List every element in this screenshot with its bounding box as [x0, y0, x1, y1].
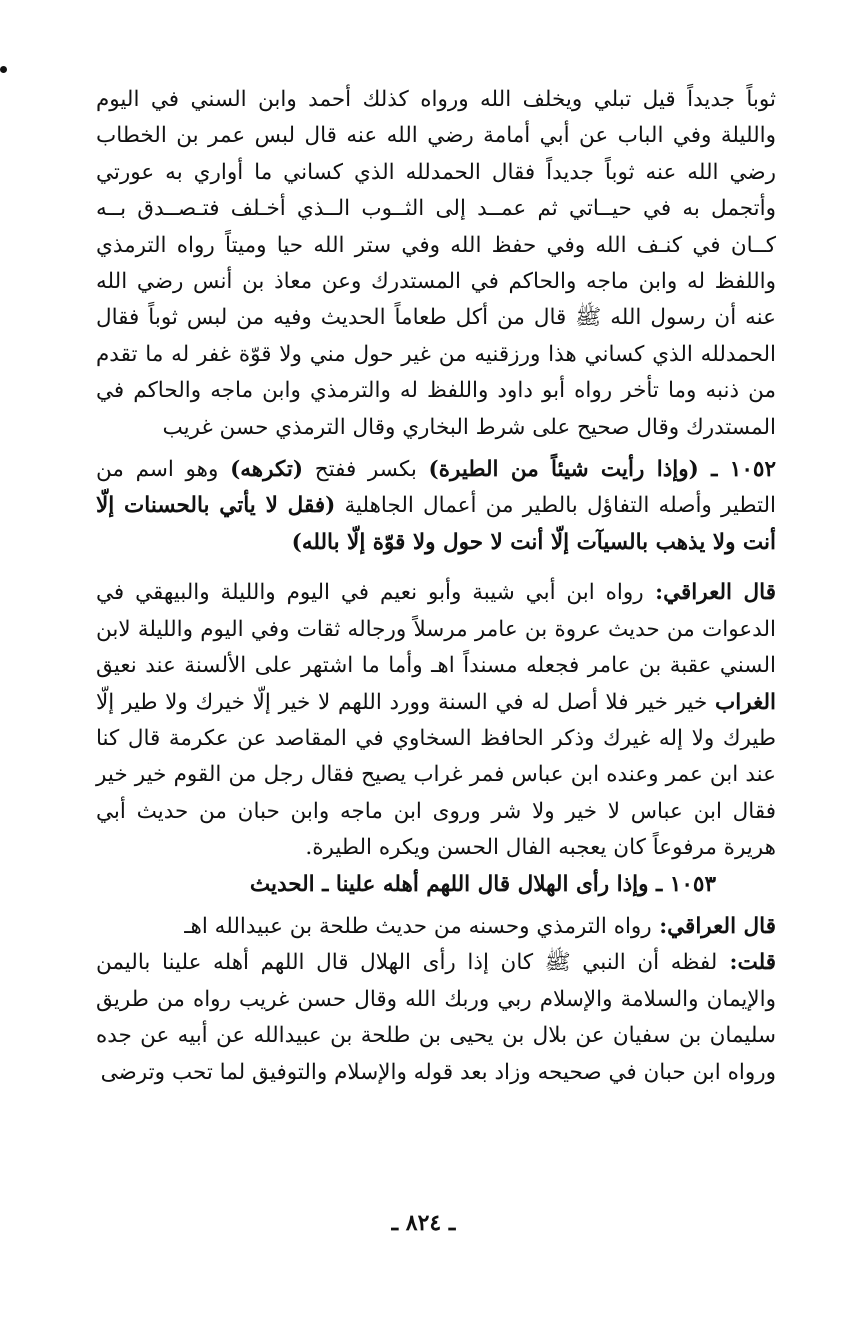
commentator-label: قال العراقي: [643, 580, 776, 606]
commentary-text: لفظه أن النبي ﷺ كان إذا رأى الهلال قال اللهم أهله علينا باليمن والإيمان والسلامة والإسلام ربي وربك الله وقال حسن غريب رواه من طريق سليمان بن سفيان عن بلال بن يحيى بن طلحة بن عبيدالله عن أبيه عن جده ورواه ابن حبان في صحيحه وزاد بعد قوله والإسلام والتوفيق لما تحب وترضى [96, 950, 776, 1085]
matn-phrase: (تكرهه) [230, 457, 304, 483]
commentary-text: وهو اسم من التطير وأصله التفاؤل بالطير من أعمال الجاهلية [96, 457, 776, 519]
margin-dot [0, 66, 7, 73]
note-label: قلت: [717, 950, 776, 976]
commentator-label: قال العراقي: [651, 913, 776, 939]
page-number: ـ ٨٢٤ ـ [391, 1210, 456, 1236]
matn-phrase: (وإذا رأيت شيئاً من الطيرة) [428, 457, 699, 483]
commentary-text: بكسر ففتح [303, 457, 429, 483]
matn-phrase: (فقل لا يأتي بالحسنات إلّا أنت ولا يذهب بالسيآت إلّا أنت لا حول ولا قوّة إلّا بالله) [96, 493, 776, 555]
hadith-entry-1052 [96, 452, 776, 561]
page-body [96, 82, 776, 1091]
commentary-text: خير خير فلا أصل له في السنة وورد اللهم لا خير إلّا خيرك ولا طير إلّا طيرك ولا إله غيرك وذكر الحافظ السخاوي في المقاصد عن عكرمة قال كنا عند ابن عمر وعنده ابن عباس فمر غراب يصيح فقال رجل من القوم خير خير فقال ابن عباس لا خير ولا شر وروى ابن ماجه وابن حبان من حديث أبي هريرة مرفوعاً كان يعجبه الفال الحسن ويكره الطيرة. [96, 689, 776, 861]
commentary-text: رواه الترمذي وحسنه من حديث طلحة بن عبيدالله اهـ [184, 913, 652, 939]
author-note [96, 945, 776, 1091]
paragraph-text: ثوباً جديداً قيل تبلي ويخلف الله ورواه كذلك أحمد وابن السني في اليوم والليلة وفي الباب عن أبي أمامة رضي الله عنه قال لبس عمر بن الخطاب رضي الله عنه ثوباً جديداً فقال الحمدلله الذي كساني ما أواري به عورتي وأتجمل به في حيــاتي ثم عمــد إلى الثــوب الــذي أخـلف فتـصــدق بــه كــان في كنـف الله وفي حفظ الله وفي ستر الله حيا وميتاً رواه الترمذي واللفظ له وابن ماجه والحاكم في المستدرك وعن معاذ بن أنس رضي الله عنه أن رسول الله ﷺ قال من أكل طعاماً الحديث وفيه من لبس ثوباً فقال الحمدلله الذي كساني هذا ورزقنيه من غير حول مني ولا قوّة غفر له ما تقدم من ذنبه وما تأخر رواه أبو داود واللفظ له والترمذي وابن ماجه والحاكم في المستدرك وقال صحيح على شرط البخاري وقال الترمذي حسن غريب [96, 87, 776, 440]
paragraph-continuation [96, 82, 776, 446]
hadith-entry-1053: ١٠٥٣ ـ وإذا رأى الهلال قال اللهم أهله علينا ـ الحديث [249, 871, 716, 897]
iraqi-commentary [96, 575, 776, 866]
entry-number: ١٠٥٢ ـ [698, 457, 776, 483]
commentary-text: رواه ابن أبي شيبة وأبو نعيم في اليوم والليلة والبيهقي في الدعوات من حديث عروة بن عامر مرسلاً ورجاله ثقات وفي اليوم والليلة لابن السني عقبة بن عامر فجعله مسنداً اهـ وأما ما اشتهر على الألسنة عند نعيق [96, 580, 776, 679]
emphasis-word: الغراب [715, 689, 776, 715]
iraqi-commentary [96, 909, 776, 945]
